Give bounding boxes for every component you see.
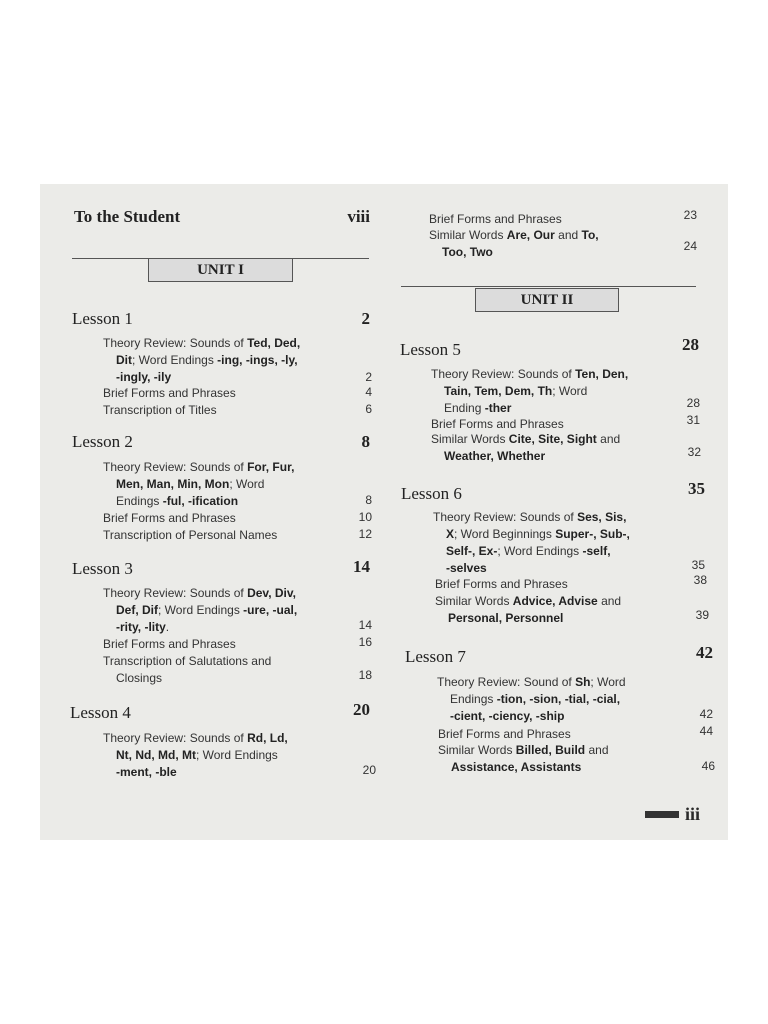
entry-text: Brief Forms and Phrases: [429, 212, 562, 226]
lesson-title: Lesson 1: [72, 309, 133, 328]
book-page: [40, 184, 728, 840]
entry-page: 18: [358, 668, 372, 682]
entry-text: Theory Review: Sounds of Ten, Den, Tain, Tem, Dem, Th; Word Ending -ther: [431, 367, 629, 415]
lesson-page: 42: [696, 643, 713, 662]
entry-page: 38: [693, 573, 707, 587]
lesson-title: Lesson 2: [72, 432, 133, 451]
entry-page: 2: [365, 370, 372, 384]
entry-text: Similar Words Are, Our and To, Too, Two: [429, 228, 599, 259]
entry-page: 32: [687, 445, 701, 459]
entry-text: Brief Forms and Phrases: [435, 577, 568, 591]
lesson-title: Lesson 3: [72, 559, 133, 578]
lesson-title: Lesson 5: [400, 340, 461, 359]
entry-text: Similar Words Advice, Advise and Personal, Personnel: [435, 594, 622, 625]
to-the-student-page: viii: [347, 207, 370, 226]
entry-text: Theory Review: Sounds of Rd, Ld, Nt, Nd, Md, Mt; Word Endings -ment, -ble: [103, 731, 288, 779]
entry-page: 20: [362, 763, 376, 777]
lesson-title: Lesson 7: [405, 647, 466, 666]
lesson-title: Lesson 6: [401, 484, 462, 503]
entry-page: 28: [686, 396, 700, 410]
page-footer: [645, 804, 700, 825]
lesson-page: 14: [353, 557, 370, 576]
entry-text: Theory Review: Sounds of Dev, Div, Def, Dif; Word Endings -ure, -ual, -rity, -lity.: [103, 586, 298, 634]
lesson-page: 2: [361, 309, 370, 328]
entry-text: Theory Review: Sounds of Ses, Sis, X; Word Beginnings Super-, Sub-, Self-, Ex-; Word Endings -self, -selves: [433, 510, 630, 575]
lesson-page: 8: [361, 432, 370, 451]
entry-page: 23: [683, 208, 697, 222]
entry-text: Theory Review: Sounds of For, Fur, Men, Man, Min, Mon; Word Endings -ful, -ification: [103, 460, 295, 508]
entry-page: 42: [699, 707, 713, 721]
entry-page: 10: [358, 510, 372, 524]
lesson-page: 35: [688, 479, 705, 498]
entry-text: Similar Words Cite, Site, Sight and Weather, Whether: [431, 432, 621, 463]
entry-page: 4: [365, 385, 372, 399]
entry-text: Brief Forms and Phrases: [431, 417, 564, 431]
entry-text: Transcription of Personal Names: [103, 528, 278, 542]
page-number: iii: [684, 804, 700, 824]
entry-page: 39: [695, 608, 709, 622]
unit-title: UNIT I: [148, 258, 293, 282]
entry-text: Transcription of Salutations and Closings: [103, 654, 272, 685]
entry-text: Similar Words Billed, Build and Assistance, Assistants: [438, 743, 609, 774]
entry-page: 12: [358, 527, 372, 541]
entry-page: 31: [686, 413, 700, 427]
entry-page: 44: [699, 724, 713, 738]
entry-text: Theory Review: Sound of Sh; Word Endings -tion, -sion, -tial, -cial, -cient, -ciency, -ship: [437, 675, 626, 723]
entry-page: 8: [365, 493, 372, 507]
entry-page: 24: [683, 239, 697, 253]
entry-text: Brief Forms and Phrases: [103, 511, 236, 525]
entry-text: Transcription of Titles: [103, 403, 217, 417]
footer-bar: [645, 811, 679, 818]
lesson-page: 20: [353, 700, 370, 719]
entry-page: 46: [701, 759, 715, 773]
entry-page: 35: [691, 558, 705, 572]
entry-text: Brief Forms and Phrases: [103, 637, 236, 651]
entry-page: 6: [365, 402, 372, 416]
unit-rule: [401, 286, 696, 287]
entry-text: Brief Forms and Phrases: [438, 727, 571, 741]
entry-page: 16: [358, 635, 372, 649]
entry-text: Theory Review: Sounds of Ted, Ded, Dit; Word Endings -ing, -ings, -ly, -ingly, -ily: [103, 336, 301, 384]
unit-title: UNIT II: [475, 288, 619, 312]
lesson-page: 28: [682, 335, 699, 354]
entry-page: 14: [358, 618, 372, 632]
entry-text: Brief Forms and Phrases: [103, 386, 236, 400]
lesson-title: Lesson 4: [70, 703, 131, 722]
to-the-student-title: To the Student: [74, 207, 181, 226]
